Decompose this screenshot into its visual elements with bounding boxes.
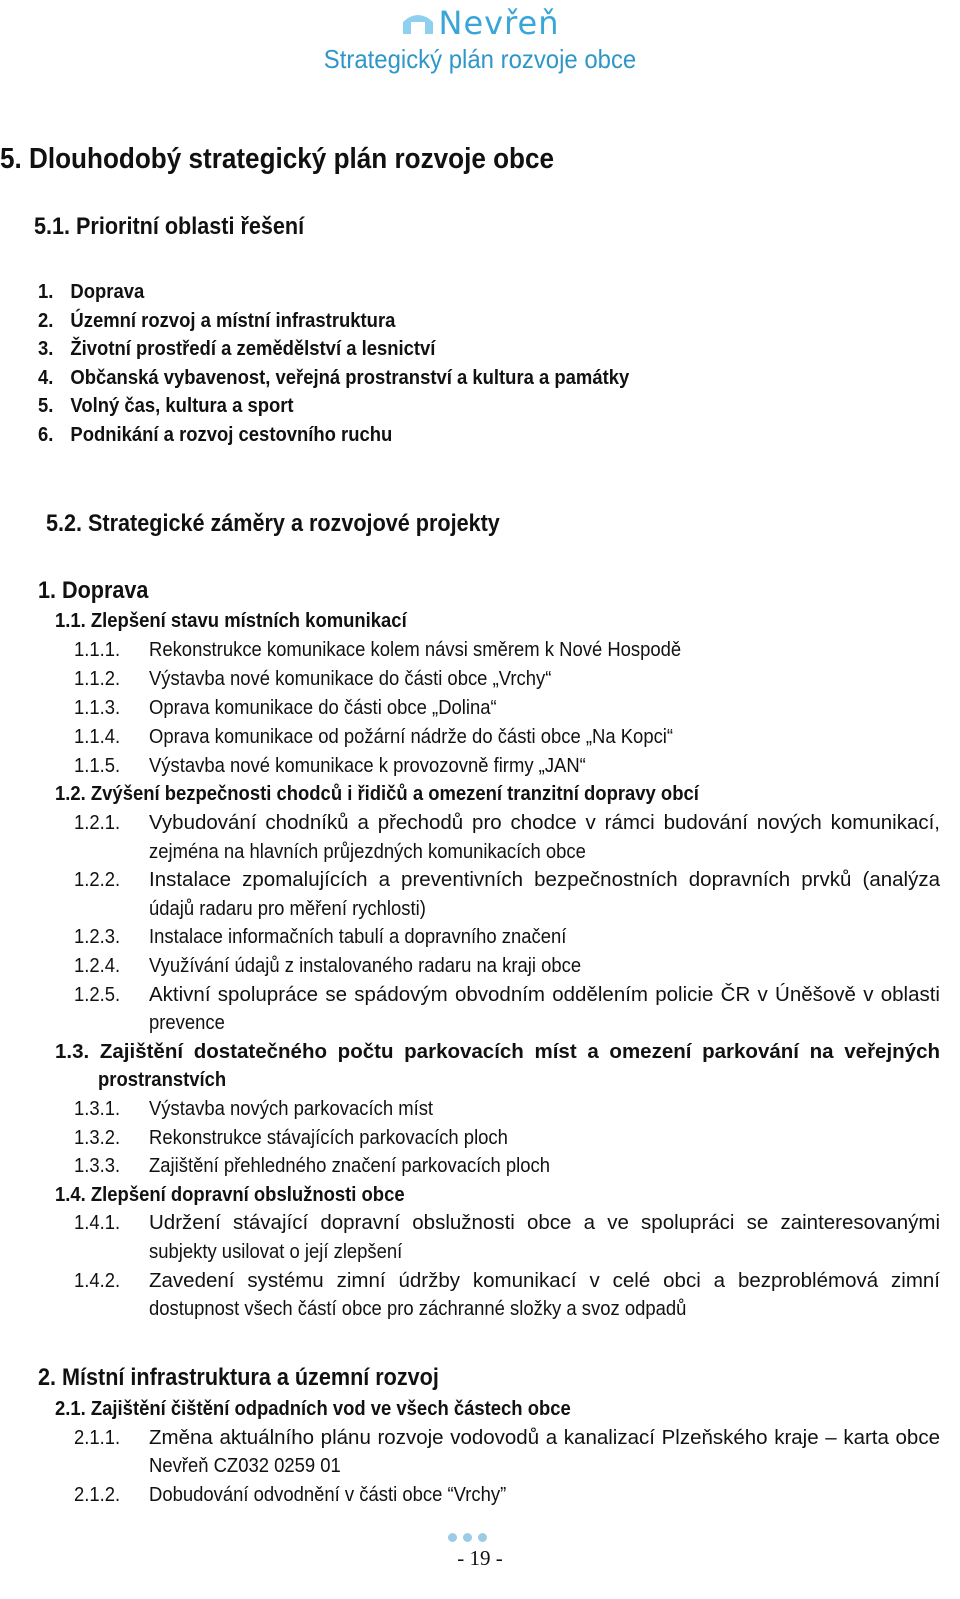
item-text: Zajištění přehledného značení parkovacích ploch: [149, 1154, 551, 1177]
item-text: Aktivní spolupráce se spádovým obvodním oddělením policie ČR v Úněšově v oblasti: [149, 983, 940, 1006]
chapter-title: 5. Dlouhodobý strategický plán rozvoje obce: [0, 143, 555, 175]
item-text: Udržení stávající dopravní obslužnosti obce a ve spolupráci se zainteresovanými: [149, 1211, 940, 1234]
item-number: 1.3.2.: [74, 1126, 121, 1149]
page-number: - 19 -: [457, 1546, 503, 1570]
list-item: 2. Územní rozvoj a místní infrastruktura: [38, 308, 396, 332]
item-number: 1.2.4.: [74, 954, 121, 977]
item-text: Výstavba nové komunikace k provozovně firmy „JAN“: [149, 754, 586, 777]
priority-areas-list: [38, 280, 695, 452]
item-number: 1.4.2.: [74, 1269, 121, 1292]
item-number: 1.2.2.: [74, 868, 121, 891]
list-item: 6. Podnikání a rozvoj cestovního ruchu: [38, 422, 393, 446]
footer-dots: [448, 1533, 487, 1542]
item-number: 1.1.5.: [74, 754, 121, 777]
item-number: 1.3.1.: [74, 1097, 121, 1120]
item-number: 2.1.1.: [74, 1426, 121, 1449]
document-subtitle: Strategický plán rozvoje obce: [323, 44, 637, 74]
item-text: Dobudování odvodnění v části obce “Vrchy”: [149, 1483, 507, 1506]
subheading-1-3: 1.3. Zajištění dostatečného počtu parkovacích míst a omezení parkování na veřejných: [55, 1040, 940, 1063]
item-text-cont: subjekty usilovat o její zlepšení: [149, 1240, 403, 1263]
dot-icon: [448, 1533, 457, 1542]
item-text: Rekonstrukce stávajících parkovacích ploch: [149, 1126, 508, 1149]
list-item: 5. Volný čas, kultura a sport: [38, 394, 294, 418]
section-5-2-title: 5.2. Strategické záměry a rozvojové projekty: [46, 510, 500, 537]
item-text-cont: dostupnost všech částí obce pro záchranné složky a svoz odpadů: [149, 1297, 687, 1320]
item-text: Vybudování chodníků a přechodů pro chodce v rámci budování nových komunikací,: [149, 811, 940, 834]
subheading-1-2: 1.2. Zvýšení bezpečnosti chodců i řidičů a omezení tranzitní dopravy obcí: [55, 782, 699, 805]
item-text: Výstavba nové komunikace do části obce „Vrchy“: [149, 667, 552, 690]
item-text: Oprava komunikace od požární nádrže do části obce „Na Kopci“: [149, 725, 674, 748]
item-text: Instalace zpomalujících a preventivních bezpečnostních dopravních prvků (analýza: [149, 868, 940, 891]
subheading-1-1: 1.1. Zlepšení stavu místních komunikací: [55, 609, 407, 632]
item-text: Oprava komunikace do části obce „Dolina“: [149, 696, 497, 719]
item-number: 1.1.1.: [74, 638, 121, 661]
item-number: 1.2.1.: [74, 811, 121, 834]
item-text: Využívání údajů z instalovaného radaru na kraji obce: [149, 954, 582, 977]
item-text-cont: údajů radaru pro měření rychlosti): [149, 897, 426, 920]
item-text-cont: prevence: [149, 1011, 225, 1034]
subheading-2-1: 2.1. Zajištění čištění odpadních vod ve všech částech obce: [55, 1397, 571, 1420]
item-number: 1.2.3.: [74, 925, 121, 948]
dot-icon: [463, 1533, 472, 1542]
logo-mark-icon: [401, 10, 435, 36]
item-text: Rekonstrukce komunikace kolem návsi směrem k Nové Hospodě: [149, 638, 682, 661]
item-number: 2.1.2.: [74, 1483, 121, 1506]
list-item: 1. Doprava: [38, 280, 145, 303]
item-text: Instalace informačních tabulí a dopravního značení: [149, 925, 567, 948]
item-text: Změna aktuálního plánu rozvoje vodovodů a kanalizací Plzeňského kraje – karta obce: [149, 1426, 940, 1449]
item-number: 1.3.3.: [74, 1154, 121, 1177]
heading-doprava: 1. Doprava: [38, 577, 149, 604]
heading-infrastruktura: 2. Místní infrastruktura a územní rozvoj: [38, 1364, 439, 1391]
item-number: 1.2.5.: [74, 983, 121, 1006]
item-text: Výstavba nových parkovacích míst: [149, 1097, 434, 1120]
logo: [0, 4, 960, 40]
item-number: 1.1.4.: [74, 725, 121, 748]
item-number: 1.1.2.: [74, 667, 121, 690]
item-text: Zavedení systému zimní údržby komunikací v celé obci a bezproblémová zimní: [149, 1269, 940, 1292]
logo-text: Nevřeň: [438, 4, 560, 42]
list-item: 3. Životní prostředí a zemědělství a lesnictví: [38, 337, 436, 361]
dot-icon: [478, 1533, 487, 1542]
subheading-1-4: 1.4. Zlepšení dopravní obslužnosti obce: [55, 1183, 405, 1206]
list-item: 4. Občanská vybavenost, veřejná prostranství a kultura a památky: [38, 365, 630, 389]
item-number: 1.1.3.: [74, 696, 121, 719]
section-5-1-title: 5.1. Prioritní oblasti řešení: [34, 213, 305, 240]
item-text-cont: zejména na hlavních průjezdných komunikacích obce: [149, 840, 586, 863]
subheading-1-3-cont: prostranstvích: [98, 1068, 227, 1091]
item-number: 1.4.1.: [74, 1211, 121, 1234]
item-text-cont: Nevřeň CZ032 0259 01: [149, 1454, 341, 1477]
